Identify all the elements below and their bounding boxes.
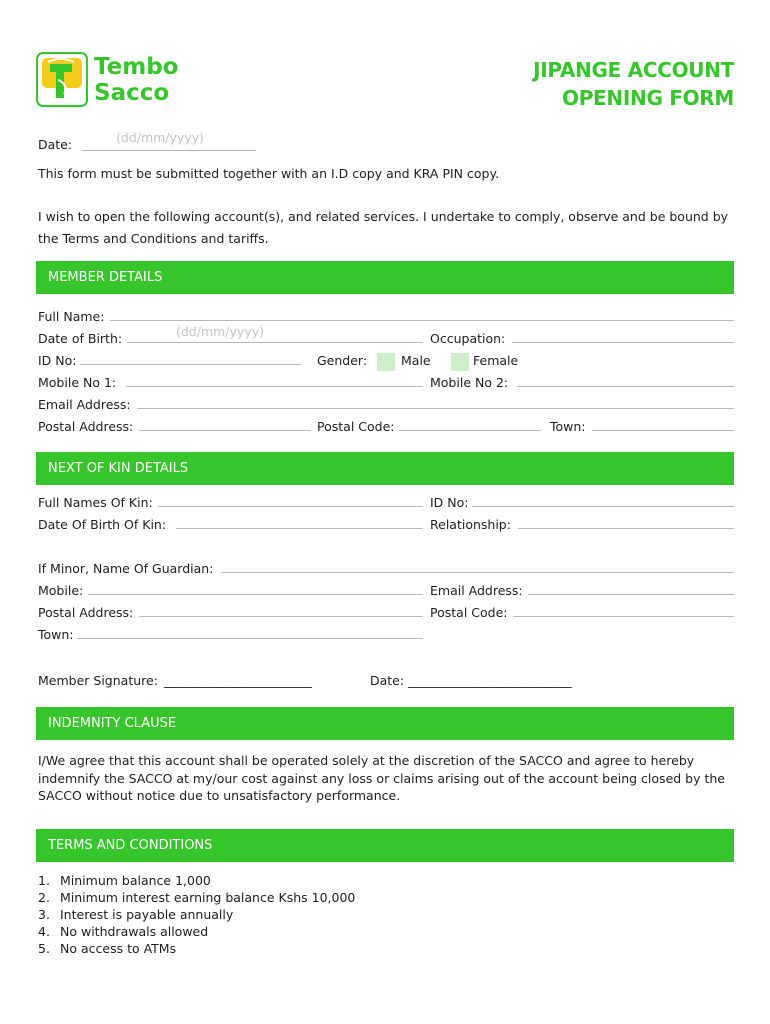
kin-id-no-label: ID No:: [430, 495, 469, 510]
guardian-field[interactable]: [221, 572, 734, 573]
female-label: Female: [473, 353, 519, 368]
term-number: 3.: [38, 907, 50, 922]
form-title-line-2: OPENING FORM: [562, 86, 734, 110]
full-name-label: Full Name:: [38, 309, 105, 324]
kin-postal-address-label: Postal Address:: [38, 605, 134, 620]
mobile-1-field[interactable]: [126, 386, 423, 387]
term-text: Minimum interest earning balance Kshs 10,000: [60, 890, 356, 905]
mobile-1-label: Mobile No 1:: [38, 375, 117, 390]
full-name-field[interactable]: [110, 320, 734, 321]
indemnity-text: I/We agree that this account shall be operated solely at the discretion of the SACCO and agree to hereby indemnify the SACCO at my/our cost against any loss or claims arising out of the account being closed by the SACCO without notice due to unsatisfactory performance.: [38, 753, 725, 803]
term-text: No withdrawals allowed: [60, 924, 209, 939]
postal-address-label: Postal Address:: [38, 419, 134, 434]
kin-full-names-field[interactable]: [158, 506, 423, 507]
mobile-2-field[interactable]: [517, 386, 734, 387]
term-number: 1.: [38, 873, 50, 888]
kin-email-field[interactable]: [528, 594, 734, 595]
brand-line-2: Sacco: [94, 80, 170, 106]
term-number: 5.: [38, 941, 50, 956]
list-item: [38, 872, 355, 889]
male-label: Male: [401, 353, 431, 368]
list-item: [38, 923, 355, 940]
signature-date-label: Date:: [370, 673, 405, 688]
email-field[interactable]: [137, 408, 734, 409]
tembo-sacco-logo-icon: [36, 52, 88, 107]
guardian-label: If Minor, Name Of Guardian:: [38, 561, 214, 576]
town-label: Town:: [550, 419, 586, 434]
mobile-2-label: Mobile No 2:: [430, 375, 509, 390]
member-signature-field[interactable]: ____________________________: [164, 673, 311, 688]
date-of-birth-label: Date of Birth:: [38, 331, 123, 346]
kin-mobile-field[interactable]: [88, 594, 423, 595]
female-checkbox[interactable]: [451, 353, 469, 371]
submission-note: This form must be submitted together with an I.D copy and KRA PIN copy.: [38, 166, 500, 181]
brand-name: [94, 54, 178, 106]
next-of-kin-heading: NEXT OF KIN DETAILS: [36, 452, 734, 485]
male-checkbox[interactable]: [377, 353, 395, 371]
form-title-line-1: JIPANGE ACCOUNT: [533, 58, 734, 82]
term-number: 2.: [38, 890, 50, 905]
kin-dob-label: Date Of Birth Of Kin:: [38, 517, 167, 532]
term-number: 4.: [38, 924, 50, 939]
member-details-heading: MEMBER DETAILS: [36, 261, 734, 294]
relationship-label: Relationship:: [430, 517, 511, 532]
kin-postal-code-label: Postal Code:: [430, 605, 508, 620]
postal-code-field[interactable]: [399, 430, 541, 431]
kin-full-names-label: Full Names Of Kin:: [38, 495, 153, 510]
postal-address-field[interactable]: [139, 430, 311, 431]
signature-date-field[interactable]: _______________________________: [408, 673, 571, 688]
indemnity-heading: INDEMNITY CLAUSE: [36, 707, 734, 740]
intro-date-placeholder: (dd/mm/yyyy): [116, 130, 204, 145]
intro-date-label: Date:: [38, 137, 73, 152]
town-field[interactable]: [592, 430, 734, 431]
terms-heading: TERMS AND CONDITIONS: [36, 829, 734, 862]
kin-mobile-label: Mobile:: [38, 583, 84, 598]
list-item: [38, 906, 355, 923]
terms-list: [38, 872, 355, 957]
occupation-label: Occupation:: [430, 331, 506, 346]
list-item: [38, 940, 355, 957]
kin-town-field[interactable]: [77, 638, 423, 639]
occupation-field[interactable]: [512, 342, 734, 343]
member-signature-label: Member Signature:: [38, 673, 158, 688]
term-text: Interest is payable annually: [60, 907, 234, 922]
id-no-field[interactable]: [80, 364, 301, 365]
gender-label: Gender:: [317, 353, 368, 368]
id-no-label: ID No:: [38, 353, 77, 368]
brand-line-1: Tembo: [94, 54, 179, 80]
kin-email-label: Email Address:: [430, 583, 523, 598]
kin-dob-field[interactable]: [176, 528, 423, 529]
declaration-text: I wish to open the following account(s), and related services. I undertake to comply, observe and be bound by the Terms and Conditions and tariffs.: [38, 209, 729, 246]
form-title: [434, 56, 734, 112]
postal-code-label: Postal Code:: [317, 419, 395, 434]
email-label: Email Address:: [38, 397, 131, 412]
kin-postal-code-field[interactable]: [513, 616, 734, 617]
term-text: No access to ATMs: [60, 941, 177, 956]
kin-town-label: Town:: [38, 627, 74, 642]
dob-placeholder: (dd/mm/yyyy): [176, 324, 264, 339]
list-item: [38, 889, 355, 906]
kin-postal-address-field[interactable]: [139, 616, 423, 617]
relationship-field[interactable]: [518, 528, 734, 529]
intro-date-field[interactable]: [82, 150, 256, 151]
date-of-birth-field[interactable]: [127, 342, 423, 343]
kin-id-no-field[interactable]: [472, 506, 734, 507]
term-text: Minimum balance 1,000: [60, 873, 211, 888]
